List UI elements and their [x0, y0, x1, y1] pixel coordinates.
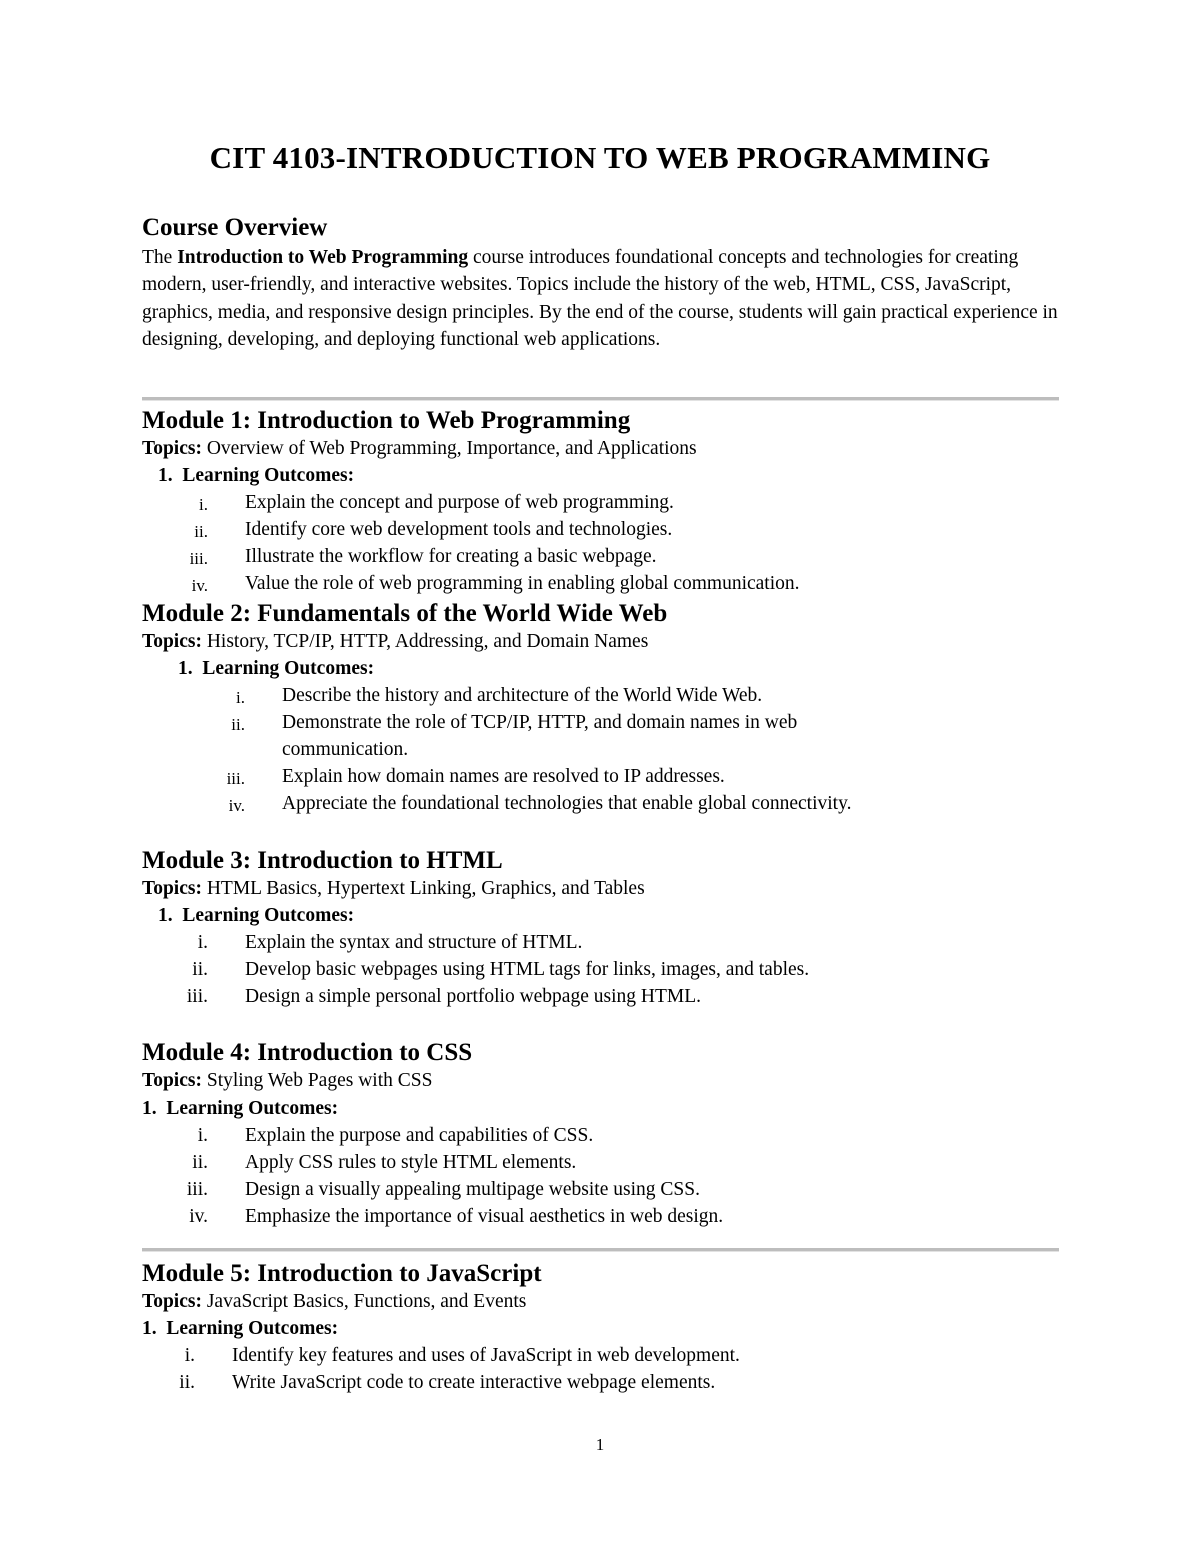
list-item: Explain how domain names are resolved to IP addresses.	[282, 766, 725, 787]
list-numeral: iii.	[186, 986, 208, 1007]
list-numeral: iii.	[186, 1179, 208, 1200]
list-numeral: i.	[236, 688, 245, 707]
list-numeral: ii.	[231, 715, 245, 734]
list-item: Apply CSS rules to style HTML elements.	[245, 1152, 577, 1173]
overview-course-name: Introduction to Web Programming	[177, 247, 469, 268]
module-1-heading: Module 1: Introduction to Web Programming	[142, 407, 631, 434]
list-numeral: i.	[184, 1345, 195, 1366]
topics-label: Topics:	[142, 878, 202, 899]
list-numeral: i.	[199, 495, 208, 514]
topics-label: Topics:	[142, 438, 202, 459]
page-number: 1	[595, 1435, 605, 1454]
list-item: Design a visually appealing multipage website using CSS.	[245, 1179, 700, 1200]
module-4-outcomes-label	[142, 1098, 338, 1120]
overview-paragraph	[142, 244, 1062, 353]
list-numeral: iv.	[189, 1206, 208, 1227]
module-3-outcomes-label	[158, 905, 354, 927]
overview-heading: Course Overview	[142, 214, 328, 241]
list-number: 1.	[142, 1098, 157, 1119]
list-numeral: i.	[197, 932, 208, 953]
module-4-topics	[142, 1070, 432, 1092]
module-1-topics-text: Overview of Web Programming, Importance, and Applications	[206, 438, 697, 459]
module-3-topics	[142, 878, 645, 900]
module-5-topics-text: JavaScript Basics, Functions, and Events	[206, 1291, 527, 1312]
list-number: 1.	[142, 1318, 157, 1339]
list-item: Identify core web development tools and technologies.	[245, 519, 673, 540]
list-item: Describe the history and architecture of the World Wide Web.	[282, 685, 763, 706]
list-numeral: iv.	[228, 796, 245, 815]
module-5-outcomes-label	[142, 1318, 338, 1340]
list-item: Explain the purpose and capabilities of CSS.	[245, 1125, 594, 1146]
topics-label: Topics:	[142, 631, 202, 652]
topics-label: Topics:	[142, 1291, 202, 1312]
topics-label: Topics:	[142, 1070, 202, 1091]
horizontal-rule	[142, 1248, 1059, 1252]
learning-outcomes-label: Learning Outcomes:	[202, 658, 375, 679]
list-item: Demonstrate the role of TCP/IP, HTTP, and domain names in web	[282, 712, 798, 733]
list-numeral: ii.	[192, 1152, 208, 1173]
list-numeral: iii.	[189, 549, 208, 568]
list-number: 1.	[158, 465, 173, 486]
list-number: 1.	[158, 905, 173, 926]
horizontal-rule	[142, 397, 1059, 401]
module-5-heading: Module 5: Introduction to JavaScript	[142, 1260, 542, 1287]
list-item: Appreciate the foundational technologies that enable global connectivity.	[282, 793, 852, 814]
list-number: 1.	[178, 658, 193, 679]
overview-text-post: course introduces foundational concepts and technologies for creating modern, user-friendly, and interactive websites. Topics include the history of the web, HTML, CSS, JavaScript, graphics, media, and responsive design principles. By the end of the course, students will gain practical experience in designing, developing, and deploying functional web applications.	[142, 247, 1058, 350]
document-title: CIT 4103-INTRODUCTION TO WEB PROGRAMMING	[209, 140, 991, 175]
module-2-topics-text: History, TCP/IP, HTTP, Addressing, and Domain Names	[206, 631, 649, 652]
list-numeral: i.	[197, 1125, 208, 1146]
module-1-topics	[142, 438, 697, 460]
list-numeral: iii.	[226, 769, 245, 788]
list-item: Value the role of web programming in enabling global communication.	[245, 573, 800, 594]
module-2-heading: Module 2: Fundamentals of the World Wide Web	[142, 600, 668, 627]
list-item: Illustrate the workflow for creating a basic webpage.	[245, 546, 657, 567]
module-5-topics	[142, 1291, 526, 1313]
list-item: Emphasize the importance of visual aesthetics in web design.	[245, 1206, 724, 1227]
module-2-outcomes-label	[178, 658, 374, 680]
learning-outcomes-label: Learning Outcomes:	[182, 465, 355, 486]
module-4-heading: Module 4: Introduction to CSS	[142, 1039, 473, 1066]
learning-outcomes-label: Learning Outcomes:	[166, 1098, 339, 1119]
list-item: Write JavaScript code to create interactive webpage elements.	[232, 1372, 716, 1393]
learning-outcomes-label: Learning Outcomes:	[182, 905, 355, 926]
list-numeral: ii.	[179, 1372, 195, 1393]
list-numeral: ii.	[192, 959, 208, 980]
list-numeral: ii.	[194, 522, 208, 541]
learning-outcomes-label: Learning Outcomes:	[166, 1318, 339, 1339]
list-item: Explain the syntax and structure of HTML.	[245, 932, 583, 953]
module-1-outcomes-label	[158, 465, 354, 487]
module-3-topics-text: HTML Basics, Hypertext Linking, Graphics, and Tables	[206, 878, 645, 899]
list-item-continuation: communication.	[282, 739, 409, 760]
overview-text-pre: The	[142, 247, 178, 268]
module-3-heading: Module 3: Introduction to HTML	[142, 847, 503, 874]
list-item: Design a simple personal portfolio webpage using HTML.	[245, 986, 701, 1007]
list-item: Develop basic webpages using HTML tags for links, images, and tables.	[245, 959, 810, 980]
module-2-topics	[142, 631, 648, 653]
list-item: Identify key features and uses of JavaScript in web development.	[232, 1345, 740, 1366]
list-item: Explain the concept and purpose of web programming.	[245, 492, 674, 513]
module-4-topics-text: Styling Web Pages with CSS	[206, 1070, 433, 1091]
list-numeral: iv.	[191, 576, 208, 595]
